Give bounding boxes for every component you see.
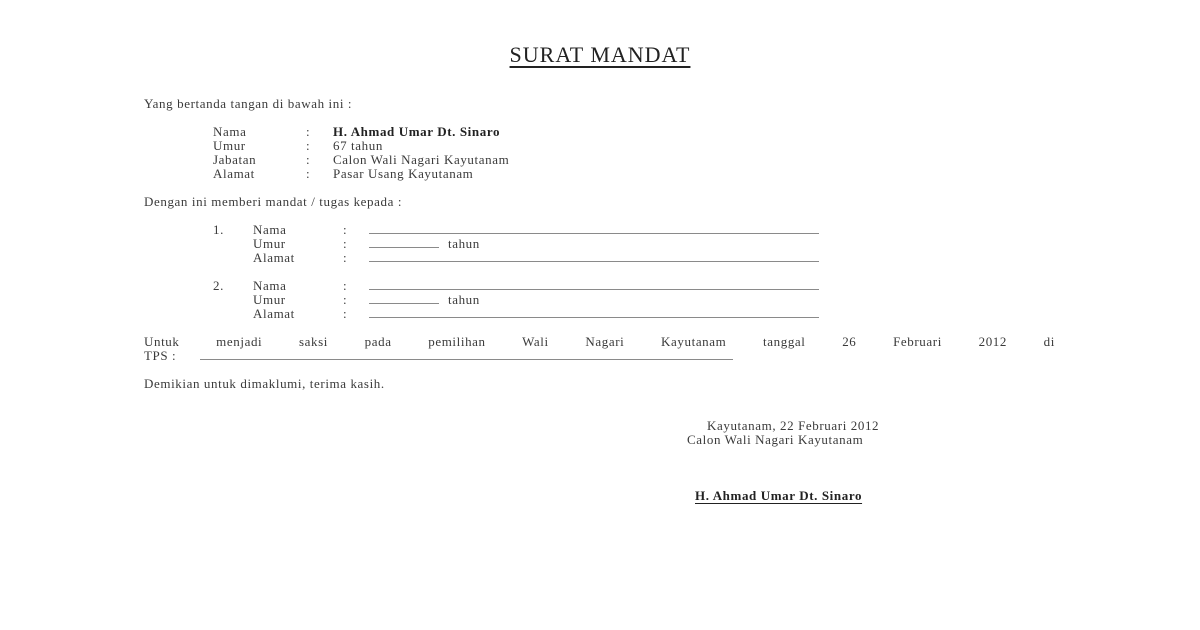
delegate-name-blank: [369, 233, 819, 234]
colon: :: [343, 292, 348, 307]
colon: :: [343, 222, 348, 237]
delegate-name-label: Nama: [253, 278, 287, 293]
colon: :: [343, 278, 348, 293]
delegate-age-label: Umur: [253, 236, 286, 251]
purpose-text-line1: Untuk menjadi saksi pada pemilihan Wali Nagari Kayutanam tanggal 26 Februari 2012 di: [144, 334, 1055, 349]
colon: :: [343, 236, 348, 251]
signer-position-label: Jabatan: [213, 152, 257, 167]
tps-blank: [200, 359, 733, 360]
letter-title: SURAT MANDAT: [509, 42, 691, 67]
tps-label: TPS :: [144, 348, 177, 363]
delegate-number: 2.: [213, 278, 224, 293]
delegate-age-unit: tahun: [448, 236, 480, 251]
colon: :: [306, 166, 311, 181]
signer-address-label: Alamat: [213, 166, 255, 181]
signature-name: H. Ahmad Umar Dt. Sinaro: [695, 488, 863, 503]
delegate-age-blank: [369, 247, 439, 248]
signature-place-date: Kayutanam, 22 Februari 2012: [707, 418, 880, 433]
signature-role: Calon Wali Nagari Kayutanam: [687, 432, 864, 447]
colon: :: [306, 152, 311, 167]
signer-age-value: 67 tahun: [333, 138, 383, 153]
delegate-address-label: Alamat: [253, 306, 295, 321]
signer-position-value: Calon Wali Nagari Kayutanam: [333, 152, 510, 167]
delegate-age-unit: tahun: [448, 292, 480, 307]
signer-name-label: Nama: [213, 124, 247, 139]
signer-name-value: H. Ahmad Umar Dt. Sinaro: [333, 124, 501, 139]
delegate-age-blank: [369, 303, 439, 304]
delegate-age-label: Umur: [253, 292, 286, 307]
mandate-intro-text: Dengan ini memberi mandat / tugas kepada :: [144, 194, 403, 209]
delegate-number: 1.: [213, 222, 224, 237]
colon: :: [306, 124, 311, 139]
signer-address-value: Pasar Usang Kayutanam: [333, 166, 474, 181]
signer-age-label: Umur: [213, 138, 246, 153]
intro-text: Yang bertanda tangan di bawah ini :: [144, 96, 353, 111]
colon: :: [343, 250, 348, 265]
delegate-address-label: Alamat: [253, 250, 295, 265]
delegate-address-blank: [369, 317, 819, 318]
delegate-name-label: Nama: [253, 222, 287, 237]
delegate-name-blank: [369, 289, 819, 290]
colon: :: [306, 138, 311, 153]
delegate-address-blank: [369, 261, 819, 262]
closing-text: Demikian untuk dimaklumi, terima kasih.: [144, 376, 385, 391]
colon: :: [343, 306, 348, 321]
